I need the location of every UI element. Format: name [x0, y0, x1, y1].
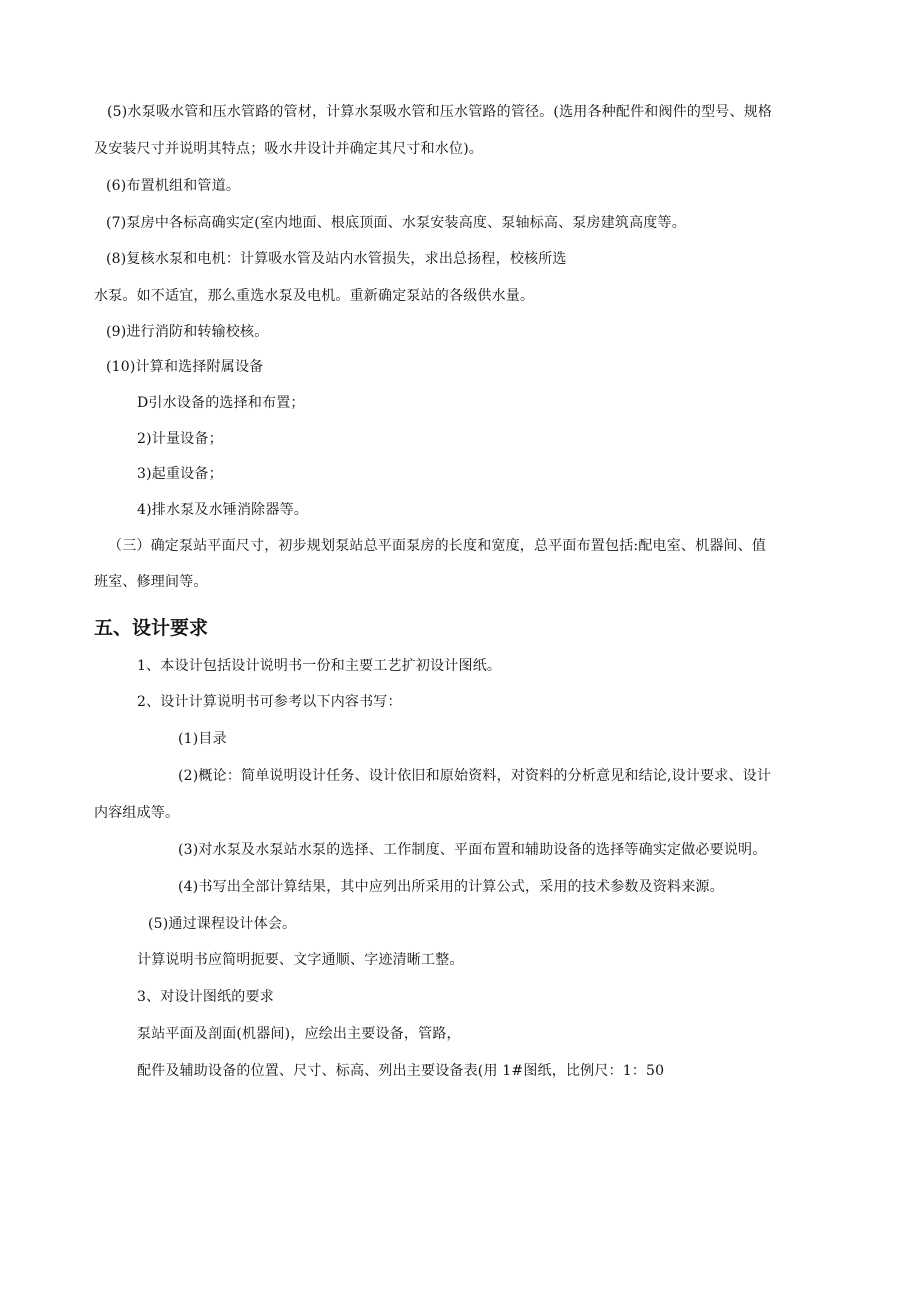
item10: (10)计算和选择附属设备: [106, 359, 264, 375]
item8-line1: (8)复核水泵和电机：计算吸水管及站内水管损失，求出总扬程，校核所选: [106, 251, 567, 267]
item5-line1: (5)水泵吸水管和压水管路的管材，计算水泵吸水管和压水管路的管径。(选用各种配件和阀件的型号、规格: [107, 104, 773, 120]
req2-sub2-line2: 内容组成等。: [94, 805, 180, 821]
req2-note: 计算说明书应简明扼要、文字通顺、字迹清晰工整。: [137, 952, 464, 968]
part3-line2: 班室、修理间等。: [94, 574, 208, 590]
section5-title: 五、设计要求: [94, 617, 209, 639]
req2-sub4: (4)书写出全部计算结果，其中应列出所采用的计算公式，采用的技术参数及资料来源。: [178, 879, 724, 895]
req2-sub3: (3)对水泵及水泵站水泵的选择、工作制度、平面布置和辅助设备的选择等确实定做必要说明。: [178, 842, 767, 858]
item5-line2: 及安装尺寸并说明其特点；吸水井设计并确定其尺寸和水位)。: [94, 141, 484, 157]
part3-line1: （三）确定泵站平面尺寸，初步规划泵站总平面泵房的长度和宽度，总平面布置包括:配电室、机器间、值: [108, 538, 767, 554]
req2-sub1: (1)目录: [178, 731, 227, 747]
item10-sub1: D引水设备的选择和布置；: [137, 395, 305, 411]
item9: (9)进行消防和转输校核。: [106, 324, 269, 340]
item7: (7)泵房中各标高确实定(室内地面、根底顶面、水泵安装高度、泵轴标高、泵房建筑高度等。: [106, 215, 686, 231]
req2-sub5: (5)通过课程设计体会。: [148, 916, 297, 932]
req2: 2、设计计算说明书可参考以下内容书写：: [137, 694, 402, 710]
req3: 3、对设计图纸的要求: [137, 989, 274, 1005]
req2-sub2-line1: (2)概论：简单说明设计任务、设计依旧和原始资料，对资料的分析意见和结论,设计要求、设计: [178, 768, 772, 784]
req1: 1、本设计包括设计说明书一份和主要工艺扩初设计图纸。: [137, 658, 502, 674]
item10-sub2: 2)计量设备；: [137, 431, 223, 447]
req3-line2: 配件及辅助设备的位置、尺寸、标高、列出主要设备表(用 1#图纸，比例尺：1：50: [137, 1063, 665, 1079]
req3-line1: 泵站平面及剖面(机器间)，应绘出主要设备，管路，: [137, 1026, 461, 1042]
item10-sub4: 4)排水泵及水锤消除器等。: [137, 502, 308, 518]
item6: (6)布置机组和管道。: [106, 178, 241, 194]
item8-line2: 水泵。如不适宜，那么重选水泵及电机。重新确定泵站的各级供水量。: [94, 288, 535, 304]
item10-sub3: 3)起重设备；: [137, 466, 223, 482]
